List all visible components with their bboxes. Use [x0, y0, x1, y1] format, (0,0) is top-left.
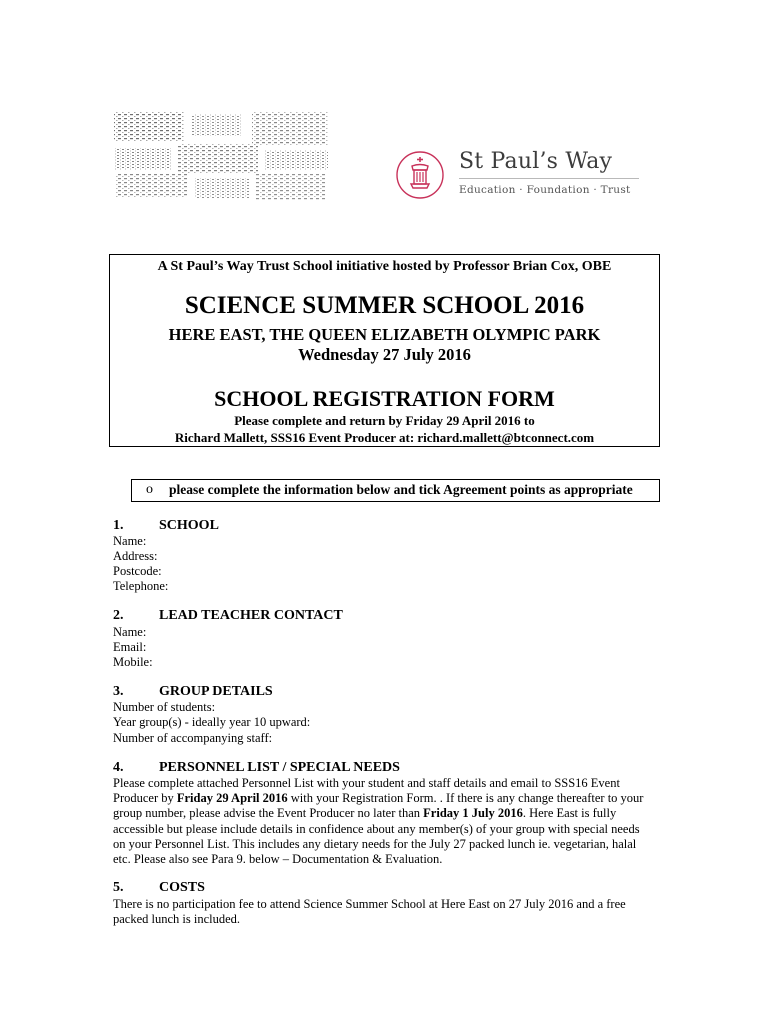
hosted-by-line: A St Paul’s Way Trust School initiative hosted by Professor Brian Cox, OBE [157, 259, 612, 274]
section-number: 3. [113, 684, 124, 699]
section-number: 5. [113, 880, 124, 895]
text-run: . Here East is fully [522, 806, 617, 821]
logo-divider [459, 178, 639, 179]
instruction-box [131, 479, 660, 502]
teacher-email-field[interactable]: Email: [113, 640, 147, 654]
logo-title: St Paul’s Way [459, 149, 613, 174]
paragraph-line: on your Personnel List. This includes any dietary needs for the July 27 packed lunch ie. vegetarian, halal [113, 836, 637, 851]
form-title: SCHOOL REGISTRATION FORM [214, 386, 555, 411]
event-title: SCIENCE SUMMER SCHOOL 2016 [184, 292, 585, 319]
section-heading: COSTS [159, 880, 205, 895]
section-number: 2. [113, 608, 124, 623]
scanned-logo-image [112, 110, 330, 202]
return-contact: Richard Mallett, SSS16 Event Producer at: richard.mallett@btconnect.com [174, 430, 595, 445]
text-run: Producer by [113, 791, 177, 806]
return-deadline: Please complete and return by Friday 29 April 2016 to [234, 413, 535, 428]
personnel-paragraph [113, 776, 673, 867]
school-name-field[interactable]: Name: [113, 534, 147, 548]
paragraph-line [113, 806, 673, 821]
school-telephone-field[interactable]: Telephone: [113, 579, 169, 593]
event-date: Wednesday 27 July 2016 [298, 345, 471, 364]
deadline-emphasis: Friday 29 April 2016 [176, 791, 288, 806]
change-deadline-emphasis: Friday 1 July 2016 [423, 806, 523, 821]
teacher-mobile-field[interactable]: Mobile: [113, 655, 153, 669]
section-heading: LEAD TEACHER CONTACT [159, 608, 343, 623]
costs-paragraph [113, 897, 673, 927]
teacher-name-field[interactable]: Name: [113, 625, 147, 639]
event-venue: HERE EAST, THE QUEEN ELIZABETH OLYMPIC PARK [168, 325, 601, 344]
accompanying-staff-field[interactable]: Number of accompanying staff: [113, 731, 273, 745]
section-heading: GROUP DETAILS [159, 684, 273, 699]
st-pauls-way-emblem-icon [395, 150, 445, 200]
st-pauls-way-logo [395, 150, 645, 200]
paragraph-line: packed lunch is included. [113, 912, 241, 927]
number-of-students-field[interactable]: Number of students: [113, 700, 216, 714]
year-groups-field[interactable]: Year group(s) - ideally year 10 upward: [113, 715, 311, 729]
section-number: 4. [113, 760, 124, 775]
title-box [109, 254, 660, 447]
school-address-field[interactable]: Address: [113, 549, 158, 563]
paragraph-line: There is no participation fee to attend Science Summer School at Here East on 27 July 2016 and a free [113, 897, 626, 911]
paragraph-line: accessible but please include details in confidence about any member(s) of your group with special needs [113, 821, 640, 836]
scanned-partner-logo [112, 110, 330, 202]
school-postcode-field[interactable]: Postcode: [113, 564, 162, 578]
instruction-text: please complete the information below and tick Agreement points as appropriate [169, 482, 633, 497]
paragraph-line [113, 791, 673, 806]
text-run: with your Registration Form. . If there is any change thereafter to your [287, 791, 644, 806]
paragraph-line: etc. Please also see Para 9. below – Documentation & Evaluation. [113, 852, 443, 867]
instruction-bullet: o [146, 482, 153, 497]
section-heading: SCHOOL [159, 518, 219, 533]
section-heading: PERSONNEL LIST / SPECIAL NEEDS [159, 760, 400, 775]
section-number: 1. [113, 518, 124, 533]
text-run: group number, please advise the Event Producer no later than [113, 806, 424, 821]
logo-subtitle: Education · Foundation · Trust [459, 184, 631, 196]
paragraph-line: Please complete attached Personnel List with your student and staff details and email to SSS16 Event [113, 776, 620, 790]
